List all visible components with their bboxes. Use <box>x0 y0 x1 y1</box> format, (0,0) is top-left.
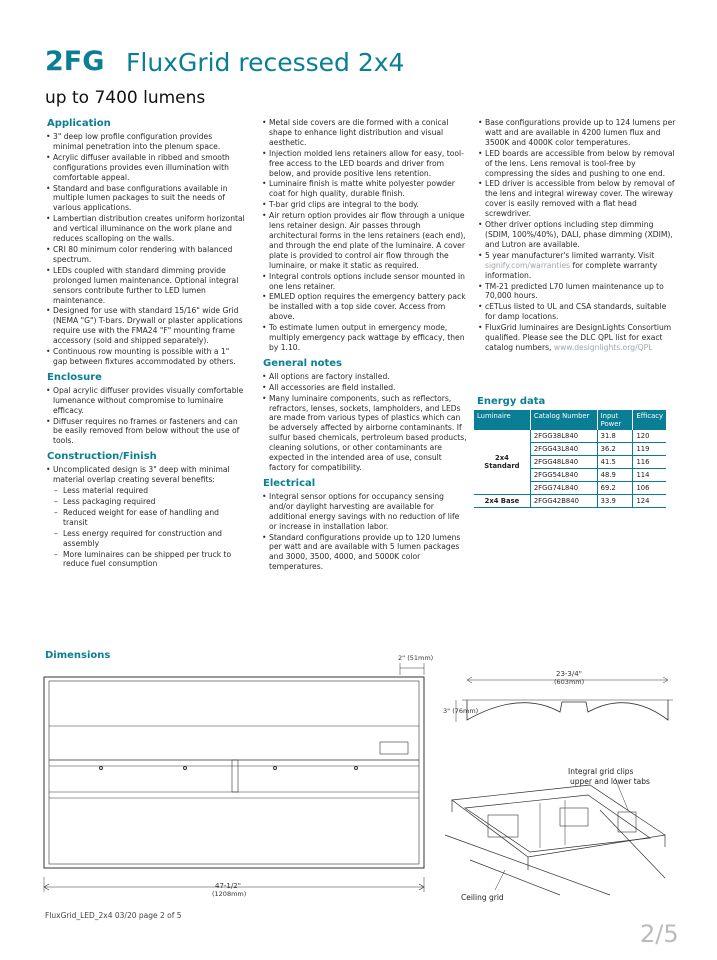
header-input-power: Input Power <box>597 410 633 430</box>
efficacy-cell: 120 <box>633 430 666 443</box>
list-item: • Acrylic diffuser available in ribbed and smooth configurations provides even illumination with comfortable appeal. <box>45 153 245 183</box>
clips-label-2: upper and lower tabs <box>570 777 650 786</box>
warranty-link[interactable]: signify.com/warranties <box>485 260 571 270</box>
list-item: • Lambertian distribution creates uniform horizontal and vertical illuminance on the work plane and reduces scalloping on the walls. <box>45 214 245 244</box>
list-item: • cETLus listed to UL and CSA standards, suitable for damp locations. <box>477 302 677 322</box>
efficacy-cell: 106 <box>633 482 666 495</box>
power-cell: 36.2 <box>597 443 633 456</box>
depth-side-label: 3" (76mm) <box>443 707 479 715</box>
efficacy-cell: 119 <box>633 443 666 456</box>
list-item: • All options are factory installed. <box>261 372 468 382</box>
list-item: • T-bar grid clips are integral to the body. <box>261 200 468 210</box>
power-cell: 33.9 <box>597 495 633 508</box>
list-item: • Integral sensor options for occupancy sensing and/or daylight harvesting are available for additional energy savings with no reduction of life or increase in installation labor. <box>261 492 468 532</box>
energy-data-heading: Energy data <box>477 396 546 407</box>
list-item: • Other driver options including step dimming (SDIM, 100%/40%), DALI, phase dimming (XDIM), and Lutron are available. <box>477 220 677 250</box>
list-item: • 3" deep low profile configuration provides minimal penetration into the plenum space. <box>45 132 245 152</box>
list-item: • LEDs coupled with standard dimming provide prolonged lumen maintenance. Optional integral sensors contribute further to LED lumen maintenance. <box>45 266 245 306</box>
width-label: 23-3/4" <box>556 670 582 678</box>
clips-label-1: Integral grid clips <box>568 767 634 776</box>
general-notes-heading: General notes <box>263 357 342 369</box>
list-item: • Continuous row mounting is possible with a 1" gap between fixtures accommodated by others. <box>45 347 245 367</box>
power-cell: 48.9 <box>597 469 633 482</box>
power-cell: 69.2 <box>597 482 633 495</box>
list-item: • Uncomplicated design is 3" deep with minimal material overlap creating several benefits: <box>45 465 245 485</box>
luminaire-cell: 2x4 Standard <box>474 430 530 495</box>
catalog-cell: 2FGG43L840 <box>530 443 597 456</box>
product-code: 2FG <box>45 46 105 77</box>
list-item: • Injection molded lens retainers allow for easy, tool-free access to the LED boards and driver from below, and provide positive lens retention. <box>261 149 468 179</box>
ceiling-grid-label: Ceiling grid <box>461 893 504 902</box>
list-item: • Air return option provides air flow through a unique lens retainer design. Air passes through architectural forms in the lens retainers (each end), and through the end plate of the luminaire. A cover plate is provided to control air flow through the luminaire, or make it static as required. <box>261 211 468 270</box>
plan-view-drawing <box>44 663 424 892</box>
header-luminaire: Luminaire <box>474 410 530 430</box>
dlc-link[interactable]: www.designlights.org/QPL <box>553 342 653 352</box>
page-number: 2/5 <box>640 920 679 948</box>
length-mm-label: (1208mm) <box>212 890 247 898</box>
luminaire-cell: 2x4 Base <box>474 495 530 508</box>
list-item: • Opal acrylic diffuser provides visually comfortable lumenance without compromise to luminaire efficacy. <box>45 386 245 416</box>
efficacy-cell: 116 <box>633 456 666 469</box>
catalog-cell: 2FGG48L840 <box>530 456 597 469</box>
catalog-cell: 2FGG54L840 <box>530 469 597 482</box>
list-subitem: – Less energy required for construction and assembly <box>45 529 245 549</box>
list-item: • Designed for use with standard 15/16" wide Grid (NEMA "G") T-bars. Drywall or plaster applications require use with the FMA24 "F" mounting frame accessory (sold and shipped separately). <box>45 306 245 346</box>
power-cell: 41.5 <box>597 456 633 469</box>
list-item: • TM-21 predicted L70 lumen maintenance up to 70,000 hours. <box>477 282 677 302</box>
depth-top-label: 2" (51mm) <box>398 654 434 662</box>
electrical-heading: Electrical <box>263 477 316 489</box>
list-item: • Standard and base configurations available in multiple lumen packages to suit the needs of various applications. <box>45 184 245 214</box>
list-item: • EMLED option requires the emergency battery pack be installed with a top side cover. Access from above. <box>261 292 468 322</box>
list-subitem: – More luminaires can be shipped per truck to reduce fuel consumption <box>45 550 245 570</box>
efficacy-cell: 124 <box>633 495 666 508</box>
list-item: • Many luminaire components, such as reflectors, refractors, lenses, sockets, lampholders, and LEDs are made from various types of plastics which can be adversely affected by airborne contaminants. If sulfur based chemicals, pertroleum based products, cleaning solutions, or other contaminants are expected in the intended area of use, consult factory for compatibility. <box>261 394 468 473</box>
enclosure-heading: Enclosure <box>47 371 102 383</box>
efficacy-cell: 114 <box>633 469 666 482</box>
list-item: • Metal side covers are die formed with a conical shape to enhance light distribution and visual aesthetic. <box>261 118 468 148</box>
list-item: • All accessories are field installed. <box>261 383 468 393</box>
catalog-cell: 2FGG74L840 <box>530 482 597 495</box>
dlc-text: FluxGrid luminaires are DesignLights Consortium qualified. Please see the DLC QPL list for exact catalog numbers, <box>485 323 672 352</box>
list-item: • Diffuser requires no frames or fasteners and can be easily removed from below without the use of tools. <box>45 417 245 447</box>
list-item: • Base configurations provide up to 124 lumens per watt and are available in 4200 lumen flux and 3500K and 4000K color temperatures. <box>477 118 677 148</box>
list-item: • CRI 80 minimum color rendering with balanced spectrum. <box>45 245 245 265</box>
dimensions-heading: Dimensions <box>45 650 111 661</box>
header-efficacy: Efficacy <box>633 410 666 430</box>
list-item: • To estimate lumen output in emergency mode, multiply emergency pack wattage by efficacy, then by 1.10. <box>261 323 468 353</box>
construction-heading: Construction/Finish <box>47 451 157 463</box>
length-label: 47-1/2" <box>215 882 241 890</box>
list-item: • LED driver is accessible from below by removal of the lens and integral wireway cover. The wireway cover is easily removed with a flat head screwdriver. <box>477 179 677 219</box>
list-subitem: – Less packaging required <box>45 497 245 507</box>
list-item: • LED boards are accessible from below by removal of the lens. Lens removal is tool-free by compressing the sides and pushing to one end. <box>477 149 677 179</box>
list-item: • Standard configurations provide up to 120 lumens per watt and are available with 5 lumen packages and 3000, 3500, 4000, and 5000K color temperatures. <box>261 533 468 573</box>
catalog-cell: 2FGG42B840 <box>530 495 597 508</box>
warranty-tail: for complete warranty information. <box>485 260 658 280</box>
catalog-cell: 2FGG38L840 <box>530 430 597 443</box>
product-name: FluxGrid recessed 2x4 <box>126 48 405 77</box>
footer-doc-info: FluxGrid_LED_2x4 03/20 page 2 of 5 <box>45 911 182 920</box>
warranty-text: 5 year manufacturer's limited warranty. Visit <box>485 250 655 260</box>
product-subtitle: up to 7400 lumens <box>45 88 206 108</box>
header-catalog-number: Catalog Number <box>530 410 597 430</box>
list-subitem: – Reduced weight for ease of handling and transit <box>45 508 245 528</box>
power-cell: 31.8 <box>597 430 633 443</box>
isometric-view-drawing <box>445 778 665 895</box>
list-subitem: – Less material required <box>45 486 245 496</box>
list-item: • Integral controls options include sensor mounted in one lens retainer. <box>261 272 468 292</box>
list-item: • Luminaire finish is matte white polyester powder coat for high quality, durable finish. <box>261 179 468 199</box>
width-mm-label: (603mm) <box>554 678 585 686</box>
application-heading: Application <box>47 118 111 129</box>
